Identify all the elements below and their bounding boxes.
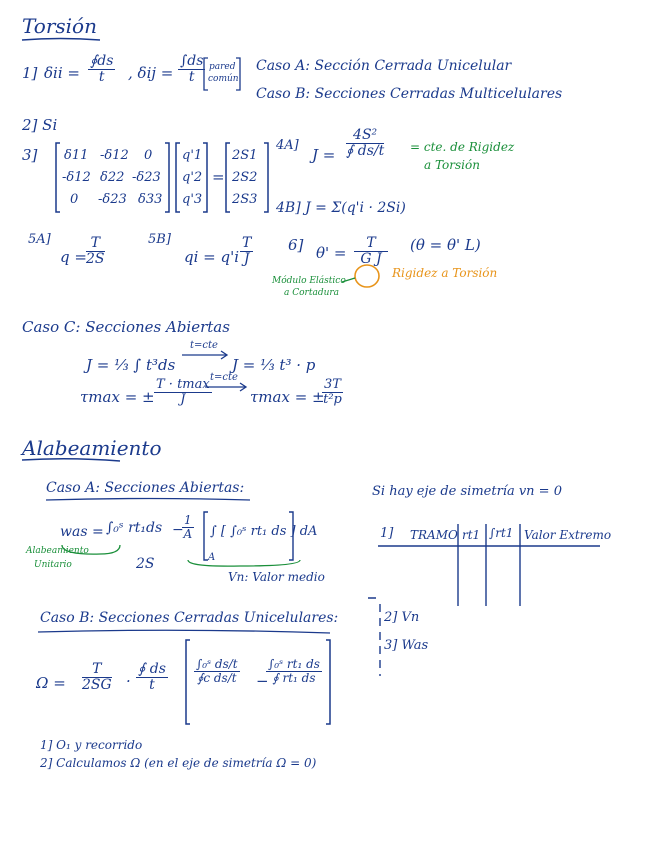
theta-den-j: J <box>376 251 382 268</box>
theta-fraction <box>354 236 388 268</box>
caso-c-tau-den: J <box>180 392 186 408</box>
caso-a-underline <box>46 499 250 501</box>
caso-b-underline <box>38 630 330 633</box>
item6-label: 6] <box>288 236 304 254</box>
caso-c-tau2-fraction <box>322 378 343 408</box>
omega-b-fraction-1 <box>194 658 240 685</box>
caso-c-title: Caso C: Secciones Abiertas <box>22 318 230 336</box>
j-lhs: J = <box>312 146 336 164</box>
omega-dot: · <box>126 672 131 690</box>
caso-b-label: Caso B: Secciones Cerradas Multicelulares <box>256 86 563 102</box>
rhs-2: 2S3 <box>232 192 258 207</box>
omega-b-num-1: ∫₀ˢ ds/t <box>196 657 238 671</box>
alab-caso-a: Caso A: Secciones Abiertas: <box>46 480 245 496</box>
was-brace-2 <box>188 560 300 566</box>
note-vn: Vn: Valor medio <box>228 570 325 584</box>
note-alab-1: Alabeamiento <box>26 546 89 556</box>
side-step-was: 3] Was <box>384 638 429 653</box>
j-note-torsion: a Torsión <box>424 158 480 172</box>
omega-b-num-2: ∫₀ˢ rt₁ ds <box>268 657 320 671</box>
step-2: 2] Calculamos Ω (en el eje de simetría Ω = 0) <box>40 756 317 770</box>
rhs-bracket-right <box>264 143 268 212</box>
omega-lhs: Ω = <box>36 674 66 692</box>
rhs-0: 2S1 <box>232 148 258 163</box>
theta-lhs: θ' = <box>316 244 347 262</box>
table-header-valor: Valor Extremo <box>524 528 612 542</box>
caso-c-tau-num: T · tmax <box>156 377 210 392</box>
j-den: ∮ ds/t <box>346 143 385 160</box>
was-frac <box>182 514 194 541</box>
was-frac-den: A <box>183 527 193 542</box>
item5a-label: 5A] <box>28 232 51 247</box>
rhs-1: 2S2 <box>232 170 258 185</box>
alab-caso-b: Caso B: Secciones Cerradas Unicelulares: <box>40 610 339 626</box>
omega-bracket-right <box>326 640 330 724</box>
matrix-equals: = <box>212 168 225 186</box>
delta-ii-num: ∮ds <box>90 53 114 69</box>
item4b: 4B] J = Σ(q'i · 2Si) <box>276 200 406 216</box>
q5a-fraction <box>86 236 105 268</box>
j-num: 4S² <box>346 128 384 144</box>
was-int: ∫₀ˢ rt₁ds <box>106 520 163 536</box>
q5b-fraction <box>240 236 253 268</box>
item2-label: 2] Si <box>22 116 58 134</box>
qvec-1: q'2 <box>182 170 203 185</box>
matrix-cell-2-2: δ33 <box>138 192 163 207</box>
q5a-num: T <box>86 236 105 252</box>
j-fraction <box>346 128 384 160</box>
matrix-cell-2-1: -δ23 <box>98 192 127 207</box>
modulo-note-2: a Cortadura <box>284 288 340 298</box>
caso-c-tau-fraction <box>154 378 212 408</box>
q5b-lhs: qi = q'i <box>184 248 240 266</box>
sym-note: Si hay eje de simetría vn = 0 <box>372 484 562 499</box>
table-header-int-rt1: ∫rt1 <box>489 526 514 540</box>
caso-a-label: Caso A: Sección Cerrada Unicelular <box>256 58 512 74</box>
title-underline <box>22 39 100 41</box>
omega-int-fraction <box>136 662 168 694</box>
theta-note: (θ = θ' L) <box>410 236 481 254</box>
qvec-bracket-left <box>176 143 180 212</box>
delta-ij-fraction <box>178 54 205 86</box>
matrix-bracket-left <box>56 143 60 212</box>
delta-ii-fraction <box>88 54 115 86</box>
q5a-den: 2S <box>86 251 105 268</box>
caso-c-tau-lhs: τmax = ± <box>80 388 155 406</box>
theta-den <box>354 252 388 267</box>
note-alab-2: Unitario <box>34 560 72 570</box>
table-label: 1] <box>380 526 394 541</box>
delta-ij-den: t <box>188 69 195 86</box>
delta-ij-lhs: , δij = <box>128 64 174 82</box>
matrix-cell-0-0: δ11 <box>64 148 89 163</box>
delta-ii-lhs: δii = <box>44 64 80 82</box>
item1-label: 1] <box>22 64 38 82</box>
omega-int-den: t <box>149 677 155 694</box>
item5b-label: 5B] <box>148 232 171 247</box>
was-frac-num: 1 <box>184 513 192 527</box>
omega-int-num: ∮ ds <box>138 661 166 677</box>
omega-num: T <box>82 662 112 678</box>
orange-circle <box>355 265 379 287</box>
theta-den-g: G <box>360 251 372 268</box>
side-step-vn: 2] Vn <box>384 610 420 625</box>
q5b-num: T <box>242 235 252 251</box>
rhs-bracket-left <box>226 143 230 212</box>
delta-ij-note-comun: común <box>208 74 239 84</box>
was-sub-a: A <box>208 552 216 563</box>
j-note-rigidez: = cte. de Rigidez <box>410 140 515 154</box>
caso-c-j-result: J = ⅓ t³ · p <box>232 356 316 374</box>
matrix-cell-1-0: -δ12 <box>62 170 91 185</box>
delta-ij-note-pared: pared <box>209 62 236 72</box>
table-header-rt1: rt1 <box>462 528 481 542</box>
omega-den: 2SG <box>82 677 112 694</box>
omega-b-fraction-2 <box>266 658 322 685</box>
matrix-cell-1-1: δ22 <box>100 170 125 185</box>
matrix-cell-0-1: -δ12 <box>100 148 129 163</box>
matrix-cell-2-0: 0 <box>70 192 79 207</box>
delta-ii-den: t <box>98 69 105 86</box>
torsion-title: Torsión <box>22 14 97 38</box>
was-bracket-expr: ∫ [ ∫₀ˢ rt₁ ds ] dA <box>210 524 318 539</box>
note-2s: 2S <box>136 556 155 572</box>
modulo-note-1: Módulo Elástico <box>272 276 346 286</box>
item3-label: 3] <box>22 146 38 164</box>
item4a-label: 4A] <box>276 138 299 153</box>
caso-c-tau2-den: t²p <box>323 392 342 408</box>
matrix-cell-1-2: -δ23 <box>132 170 161 185</box>
caso-c-tau2-num: 3T <box>324 377 341 392</box>
omega-bracket-left <box>186 640 190 724</box>
step-1: 1] O₁ y recorrido <box>40 738 143 752</box>
caso-c-arrow-label-2: t=cte <box>210 372 238 383</box>
alab-title: Alabeamiento <box>22 436 162 460</box>
was-minus: − <box>172 522 184 538</box>
caso-c-arrow-label-1: t=cte <box>190 340 218 351</box>
caso-c-tau2-lhs: τmax = ± <box>250 388 325 406</box>
caso-c-j-formula: J = ⅓ ∫ t³ds <box>86 356 176 374</box>
theta-num: T <box>354 236 388 252</box>
table-header-tramo: TRAMO <box>410 528 458 542</box>
omega-b-den-2: ∮ rt₁ ds <box>272 671 316 686</box>
omega-b-den-1: ∮c ds/t <box>197 671 237 686</box>
q5b-den: J <box>243 251 250 268</box>
omega-fraction <box>82 662 112 694</box>
matrix-bracket-right <box>165 143 169 212</box>
matrix-cell-0-2: 0 <box>144 148 153 163</box>
qvec-bracket-right <box>203 143 207 212</box>
dashed-divider <box>368 598 380 676</box>
rigidez-note: Rigidez a Torsión <box>392 266 498 280</box>
q5a-lhs: q = <box>60 248 87 266</box>
delta-ij-num: ∫ds <box>180 53 204 69</box>
was-lhs: was = <box>60 524 104 540</box>
omega-b-minus: − <box>256 672 269 690</box>
qvec-0: q'1 <box>182 148 203 163</box>
qvec-2: q'3 <box>182 192 203 207</box>
